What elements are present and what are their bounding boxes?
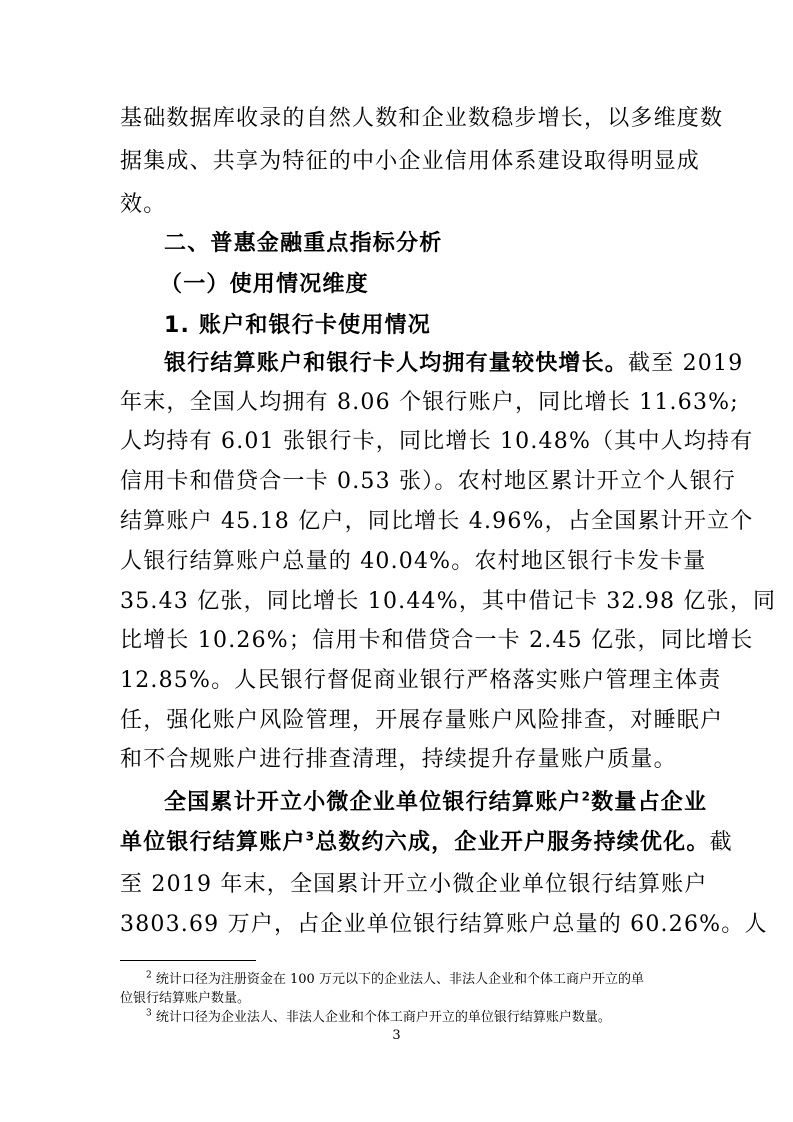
subsection-heading: （一）使用情况维度 (160, 272, 369, 297)
item-heading: 1. 账户和银行卡使用情况 (164, 313, 431, 338)
para2-lead-line2 (120, 824, 733, 862)
footnote-2-line2: 位银行结算账户数量。 (120, 991, 251, 1006)
footnote-ref-2: 2 (581, 789, 592, 804)
body-line: 信用卡和借贷合一卡 0.53 张）。农村地区累计开立个人银行 (120, 469, 736, 494)
para1-first-rest: 截至 2019 (628, 351, 744, 376)
para1-lead: 银行结算账户和银行卡人均拥有量较快增长。 (164, 351, 629, 376)
body-line: 比增长 10.26%；信用卡和借贷合一卡 2.45 亿张，同比增长 (120, 628, 754, 653)
para2-lead-text: 全国累计开立小微企业单位银行结算账户 (164, 790, 582, 815)
body-line: 35.43 亿张，同比增长 10.44%，其中借记卡 32.98 亿张，同 (120, 589, 777, 614)
footnote-divider (120, 960, 256, 961)
body-line: 结算账户 45.18 亿户，同比增长 4.96%，占全国累计开立个 (120, 509, 754, 534)
page-number: 3 (392, 1028, 401, 1043)
section-heading: 二、普惠金融重点指标分析 (164, 231, 443, 256)
footnote-text: 统计口径为企业法人、非法人企业和个体工商户开立的单位银行结算账户数量。 (155, 1010, 611, 1025)
footnote-2-line1 (146, 970, 672, 989)
footnote-mark: 2 (146, 970, 152, 981)
body-line: 人银行结算账户总量的 40.04%。农村地区银行卡发卡量 (120, 549, 707, 574)
footnote-ref-3: 3 (305, 829, 316, 844)
body-line: 任，强化账户风险管理，开展存量账户风险排查，对睡眠户 (120, 708, 724, 733)
footnote-text: 统计口径为注册资金在 100 万元以下的企业法人、非法人企业和个体工商户开立的单 (155, 972, 644, 987)
para1-first-line (164, 345, 744, 383)
para2-lead-text: 数量占企业 (591, 790, 708, 815)
body-line: 据集成、共享为特征的中小企业信用体系建设取得明显成 (120, 149, 701, 174)
para2-lead-text: 总数约六成，企业开户服务持续优化。 (315, 830, 710, 855)
para2-lead-text: 单位银行结算账户 (120, 830, 306, 855)
body-line: 年末，全国人均拥有 8.06 个银行账户，同比增长 11.63%; (120, 390, 739, 415)
body-line: 效。 (120, 192, 167, 217)
footnote-mark: 3 (146, 1008, 152, 1019)
footnote-3 (146, 1008, 672, 1027)
body-line: 至 2019 年末，全国累计开立小微企业单位银行结算账户 (120, 872, 708, 897)
body-line: 基础数据库收录的自然人数和企业数稳步增长，以多维度数 (120, 106, 724, 131)
body-line: 人均持有 6.01 张银行卡，同比增长 10.48%（其中人均持有 (120, 429, 754, 454)
para2-lead-line1 (164, 784, 708, 822)
para2-text: 截 (709, 830, 733, 855)
body-line: 3803.69 万户，占企业单位银行结算账户总量的 60.26%。人 (120, 912, 768, 937)
body-line: 12.85%。人民银行督促商业银行严格落实账户管理主体责 (120, 668, 722, 693)
body-line: 和不合规账户进行排查清理，持续提升存量账户质量。 (120, 747, 677, 772)
